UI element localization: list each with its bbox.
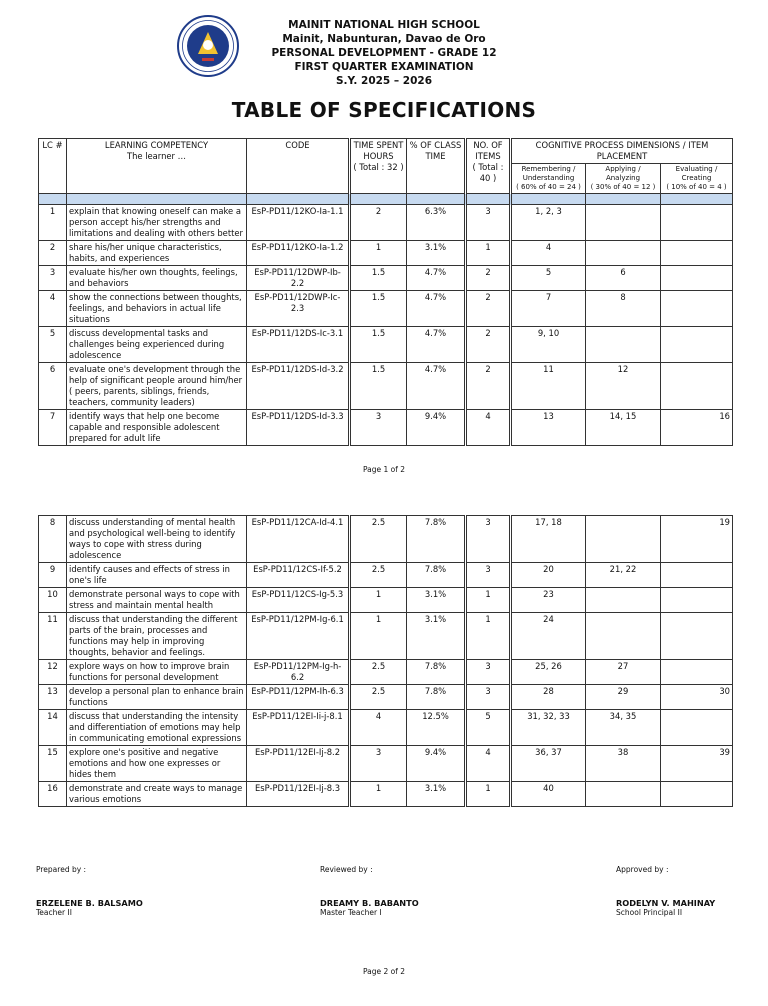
competency-cell: discuss developmental tasks and challenges being experienced during adolescence — [67, 327, 247, 363]
items-cell: 2 — [466, 291, 511, 327]
time-cell: 2.5 — [350, 563, 407, 588]
lc-cell: 10 — [39, 588, 67, 613]
remembering-cell: 24 — [511, 613, 586, 660]
lc-cell: 4 — [39, 291, 67, 327]
time-cell: 1.5 — [350, 363, 407, 410]
code-cell: EsP-PD11/12KO-Ia-1.1 — [247, 205, 350, 241]
items-cell: 1 — [466, 613, 511, 660]
table-row — [39, 563, 733, 588]
table-row — [39, 660, 733, 685]
remembering-cell: 5 — [511, 266, 586, 291]
reviewed-by-label: Reviewed by : — [320, 865, 373, 874]
pct-cell: 3.1% — [407, 782, 466, 807]
school-address: Mainit, Nabunturan, Davao de Oro — [282, 33, 486, 45]
applying-cell: 14, 15 — [586, 410, 661, 446]
pct-cell: 3.1% — [407, 613, 466, 660]
pct-cell: 12.5% — [407, 710, 466, 746]
time-cell: 2.5 — [350, 660, 407, 685]
header-separator-row — [39, 194, 733, 205]
school-year: S.Y. 2025 – 2026 — [335, 75, 433, 87]
lc-cell: 9 — [39, 563, 67, 588]
time-cell: 1 — [350, 613, 407, 660]
pct-cell: 9.4% — [407, 410, 466, 446]
lc-cell: 14 — [39, 710, 67, 746]
lc-cell: 2 — [39, 241, 67, 266]
pct-cell: 7.8% — [407, 516, 466, 563]
approved-by-role: School Principal II — [616, 908, 683, 917]
evaluating-cell: 39 — [661, 746, 733, 782]
specifications-table-page-1 — [38, 138, 733, 446]
table-row — [39, 241, 733, 266]
table-row — [39, 363, 733, 410]
code-cell: EsP-PD11/12DS-Id-3.3 — [247, 410, 350, 446]
table-row — [39, 746, 733, 782]
time-cell: 1 — [350, 588, 407, 613]
pct-cell: 7.8% — [407, 563, 466, 588]
lc-cell: 3 — [39, 266, 67, 291]
evaluating-cell — [661, 660, 733, 685]
items-cell: 2 — [466, 327, 511, 363]
code-header: CODE — [247, 139, 350, 194]
table-row — [39, 327, 733, 363]
time-cell: 2.5 — [350, 516, 407, 563]
remembering-header: Remembering / Understanding ( 60% of 40 = 24 ) — [511, 164, 586, 194]
remembering-cell: 28 — [511, 685, 586, 710]
competency-cell: identify ways that help one become capable and responsible adolescent prepared for adult life — [67, 410, 247, 446]
evaluating-cell — [661, 563, 733, 588]
applying-cell — [586, 516, 661, 563]
pct-header: % OF CLASS TIME — [407, 139, 466, 194]
school-name: MAINIT NATIONAL HIGH SCHOOL — [288, 19, 480, 31]
lc-cell: 8 — [39, 516, 67, 563]
competency-cell: demonstrate and create ways to manage various emotions — [67, 782, 247, 807]
competency-cell: explore one's positive and negative emotions and how one expresses or hides them — [67, 746, 247, 782]
evaluating-cell — [661, 291, 733, 327]
pct-cell: 4.7% — [407, 291, 466, 327]
applying-cell: 38 — [586, 746, 661, 782]
applying-cell — [586, 241, 661, 266]
items-cell: 5 — [466, 710, 511, 746]
items-cell: 3 — [466, 516, 511, 563]
code-cell: EsP-PD11/12EI-Ii-j-8.1 — [247, 710, 350, 746]
table-row — [39, 710, 733, 746]
remembering-cell: 9, 10 — [511, 327, 586, 363]
time-cell: 4 — [350, 710, 407, 746]
applying-cell — [586, 327, 661, 363]
lc-cell: 5 — [39, 327, 67, 363]
reviewed-by-role: Master Teacher I — [320, 908, 382, 917]
code-cell: EsP-PD11/12EI-Ij-8.3 — [247, 782, 350, 807]
table-row — [39, 205, 733, 241]
time-cell: 1 — [350, 241, 407, 266]
applying-header: Applying / Analyzing ( 30% of 40 = 12 ) — [586, 164, 661, 194]
remembering-cell: 20 — [511, 563, 586, 588]
competency-cell: evaluate one's development through the help of significant people around him/her ( peers, parents, siblings, friends, teachers, community leaders) — [67, 363, 247, 410]
items-cell: 3 — [466, 660, 511, 685]
evaluating-cell — [661, 710, 733, 746]
applying-cell: 27 — [586, 660, 661, 685]
lc-cell: 13 — [39, 685, 67, 710]
code-cell: EsP-PD11/12DWP-Ic-2.3 — [247, 291, 350, 327]
table-row — [39, 266, 733, 291]
exam-line: FIRST QUARTER EXAMINATION — [294, 61, 474, 73]
prepared-by-label: Prepared by : — [36, 865, 87, 874]
page-1-number: Page 1 of 2 — [362, 465, 406, 474]
pct-cell: 7.8% — [407, 685, 466, 710]
code-cell: EsP-PD11/12DWP-Ib-2.2 — [247, 266, 350, 291]
time-cell: 2 — [350, 205, 407, 241]
lc-header: LC # — [39, 139, 67, 194]
page-2-number: Page 2 of 2 — [362, 967, 406, 976]
table-row — [39, 410, 733, 446]
competency-cell: evaluate his/her own thoughts, feelings, and behaviors — [67, 266, 247, 291]
code-cell: EsP-PD11/12CA-Id-4.1 — [247, 516, 350, 563]
evaluating-header: Evaluating / Creating ( 10% of 40 = 4 ) — [661, 164, 733, 194]
remembering-cell: 40 — [511, 782, 586, 807]
code-cell: EsP-PD11/12DS-Id-3.2 — [247, 363, 350, 410]
pct-cell: 4.7% — [407, 266, 466, 291]
competency-cell: discuss that understanding the different parts of the brain, processes and functions may help in improving thoughts, behavior and feelings. — [67, 613, 247, 660]
specifications-table-page-2 — [38, 515, 733, 807]
prepared-by-role: Teacher II — [36, 908, 72, 917]
pct-cell: 4.7% — [407, 327, 466, 363]
remembering-cell: 4 — [511, 241, 586, 266]
lc-cell: 16 — [39, 782, 67, 807]
remembering-cell: 13 — [511, 410, 586, 446]
applying-cell: 34, 35 — [586, 710, 661, 746]
pct-cell: 9.4% — [407, 746, 466, 782]
table-row — [39, 613, 733, 660]
items-cell: 2 — [466, 363, 511, 410]
time-cell: 2.5 — [350, 685, 407, 710]
remembering-cell: 31, 32, 33 — [511, 710, 586, 746]
lc-cell: 11 — [39, 613, 67, 660]
reviewed-by-name: DREAMY B. BABANTO — [320, 898, 419, 908]
items-cell: 4 — [466, 746, 511, 782]
pct-cell: 3.1% — [407, 588, 466, 613]
time-cell: 1.5 — [350, 291, 407, 327]
items-cell: 4 — [466, 410, 511, 446]
applying-cell — [586, 588, 661, 613]
remembering-cell: 11 — [511, 363, 586, 410]
pct-cell: 3.1% — [407, 241, 466, 266]
remembering-cell: 7 — [511, 291, 586, 327]
code-cell: EsP-PD11/12DS-Ic-3.1 — [247, 327, 350, 363]
lc-cell: 6 — [39, 363, 67, 410]
subject-line: PERSONAL DEVELOPMENT - GRADE 12 — [271, 47, 497, 59]
approved-by-block — [616, 865, 715, 917]
items-header: NO. OF ITEMS ( Total : 40 ) — [466, 139, 511, 194]
competency-cell: explore ways on how to improve brain functions for personal development — [67, 660, 247, 685]
applying-cell: 12 — [586, 363, 661, 410]
code-cell: EsP-PD11/12CS-If-5.2 — [247, 563, 350, 588]
pct-cell: 6.3% — [407, 205, 466, 241]
time-cell: 3 — [350, 746, 407, 782]
competency-cell: discuss understanding of mental health and psychological well-being to identify ways to cope with stress during adolescence — [67, 516, 247, 563]
items-cell: 3 — [466, 563, 511, 588]
items-cell: 1 — [466, 782, 511, 807]
applying-cell — [586, 205, 661, 241]
approved-by-name: RODELYN V. MAHINAY — [616, 898, 716, 908]
approved-by-label: Approved by : — [616, 865, 669, 874]
prepared-by-block — [36, 865, 143, 917]
prepared-by-name: ERZELENE B. BALSAMO — [36, 898, 143, 908]
time-cell: 1.5 — [350, 266, 407, 291]
code-cell: EsP-PD11/12PM-Ig-6.1 — [247, 613, 350, 660]
items-cell: 1 — [466, 241, 511, 266]
lc-cell: 12 — [39, 660, 67, 685]
evaluating-cell — [661, 327, 733, 363]
items-cell: 1 — [466, 588, 511, 613]
cognitive-header: COGNITIVE PROCESS DIMENSIONS / ITEM PLACEMENT — [511, 139, 733, 164]
table-row — [39, 782, 733, 807]
competency-cell: identify causes and effects of stress in one's life — [67, 563, 247, 588]
remembering-cell: 36, 37 — [511, 746, 586, 782]
time-cell: 3 — [350, 410, 407, 446]
pct-cell: 4.7% — [407, 363, 466, 410]
evaluating-cell: 30 — [661, 685, 733, 710]
reviewed-by-block — [320, 865, 419, 917]
remembering-cell: 25, 26 — [511, 660, 586, 685]
code-cell: EsP-PD11/12KO-Ia-1.2 — [247, 241, 350, 266]
lc-cell: 7 — [39, 410, 67, 446]
remembering-cell: 23 — [511, 588, 586, 613]
code-cell: EsP-PD11/12CS-Ig-5.3 — [247, 588, 350, 613]
evaluating-cell — [661, 205, 733, 241]
competency-cell: demonstrate personal ways to cope with stress and maintain mental health — [67, 588, 247, 613]
applying-cell: 8 — [586, 291, 661, 327]
time-header: TIME SPENT HOURS ( Total : 32 ) — [350, 139, 407, 194]
table-row — [39, 516, 733, 563]
items-cell: 2 — [466, 266, 511, 291]
applying-cell: 29 — [586, 685, 661, 710]
evaluating-cell — [661, 588, 733, 613]
competency-cell: show the connections between thoughts, feelings, and behaviors in actual life situations — [67, 291, 247, 327]
code-cell: EsP-PD11/12EI-Ij-8.2 — [247, 746, 350, 782]
items-cell: 3 — [466, 685, 511, 710]
applying-cell: 21, 22 — [586, 563, 661, 588]
applying-cell: 6 — [586, 266, 661, 291]
lc-cell: 15 — [39, 746, 67, 782]
evaluating-cell: 19 — [661, 516, 733, 563]
time-cell: 1 — [350, 782, 407, 807]
table-row — [39, 685, 733, 710]
competency-header: LEARNING COMPETENCY The learner … — [67, 139, 247, 194]
document-header — [0, 18, 768, 88]
evaluating-cell — [661, 613, 733, 660]
code-cell: EsP-PD11/12PM-Ih-6.3 — [247, 685, 350, 710]
competency-cell: share his/her unique characteristics, habits, and experiences — [67, 241, 247, 266]
competency-cell: develop a personal plan to enhance brain functions — [67, 685, 247, 710]
lc-cell: 1 — [39, 205, 67, 241]
evaluating-cell — [661, 363, 733, 410]
evaluating-cell — [661, 266, 733, 291]
table-row — [39, 588, 733, 613]
items-cell: 3 — [466, 205, 511, 241]
remembering-cell: 17, 18 — [511, 516, 586, 563]
evaluating-cell — [661, 782, 733, 807]
page-title: TABLE OF SPECIFICATIONS — [231, 98, 537, 122]
competency-cell: discuss that understanding the intensity and differentiation of emotions may help in communicating emotional expressions — [67, 710, 247, 746]
time-cell: 1.5 — [350, 327, 407, 363]
applying-cell — [586, 782, 661, 807]
remembering-cell: 1, 2, 3 — [511, 205, 586, 241]
code-cell: EsP-PD11/12PM-Ig-h-6.2 — [247, 660, 350, 685]
table-row — [39, 291, 733, 327]
competency-cell: explain that knowing oneself can make a person accept his/her strengths and limitations and dealing with others better — [67, 205, 247, 241]
pct-cell: 7.8% — [407, 660, 466, 685]
applying-cell — [586, 613, 661, 660]
evaluating-cell: 16 — [661, 410, 733, 446]
evaluating-cell — [661, 241, 733, 266]
